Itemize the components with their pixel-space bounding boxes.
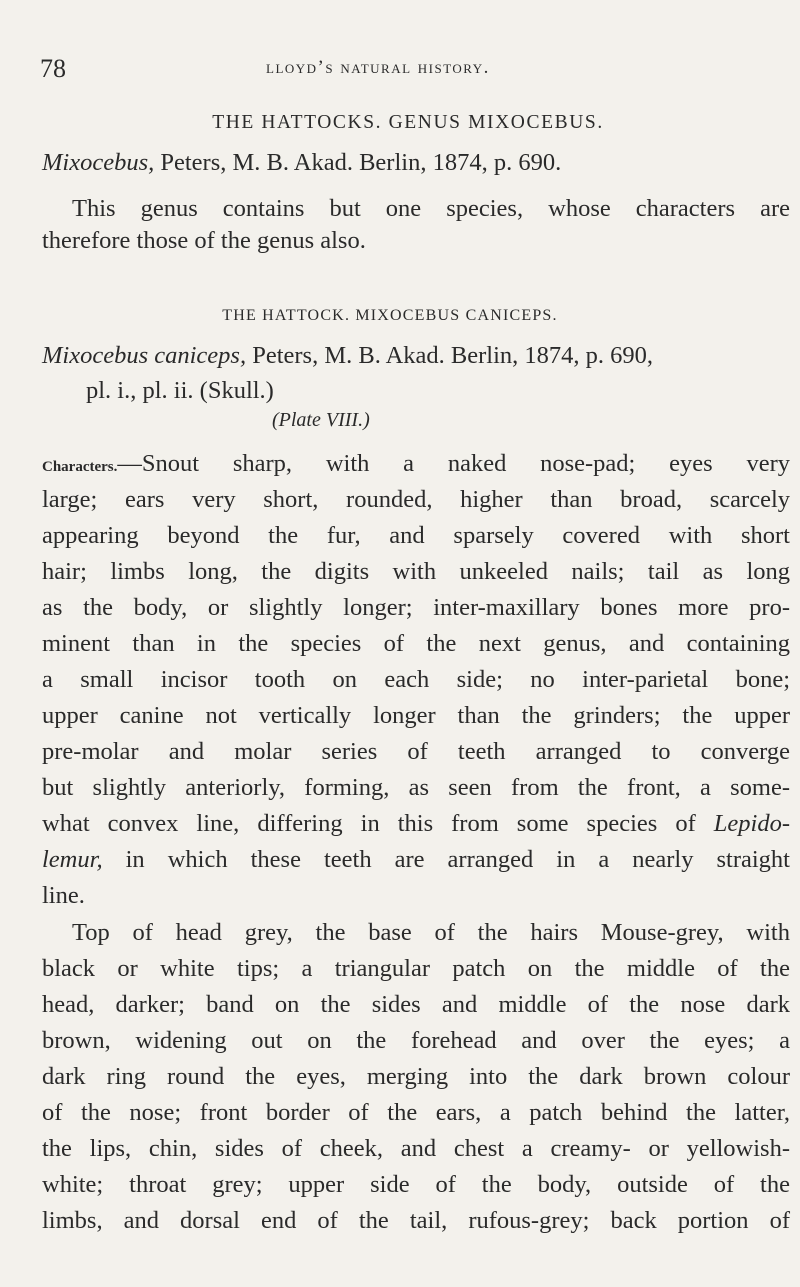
characters-line-11	[42, 808, 790, 840]
coloration-line-2: black or white tips; a triangular patch on the middle of the	[42, 955, 790, 982]
characters-line-7: a small incisor tooth on each side; no inter-parietal bone;	[42, 666, 790, 693]
characters-line-4: hair; limbs long, the digits with unkeeled nails; tail as long	[42, 558, 790, 585]
characters-line-1	[42, 448, 790, 483]
characters-line-13: line.	[42, 882, 85, 909]
characters-line-5: as the body, or slightly longer; inter-maxillary bones more pro-	[42, 594, 790, 621]
characters-line-12-text: in which these teeth are arranged in a nearly straight	[102, 846, 790, 873]
characters-line-11-text: what convex line, differing in this from some species of	[42, 810, 714, 837]
characters-line-10: but slightly anteriorly, forming, as seen from the front, a some-	[42, 774, 790, 801]
genus-name-lepidolemur-part2: lemur,	[42, 846, 103, 873]
genus-heading: THE HATTOCKS. GENUS MIXOCEBUS.	[212, 112, 604, 133]
coloration-line-9: limbs, and dorsal end of the tail, rufous-grey; back portion of	[42, 1207, 790, 1234]
running-head	[40, 54, 780, 84]
coloration-line-7: the lips, chin, sides of cheek, and chest a creamy- or yellowish-	[42, 1135, 790, 1162]
genus-intro-line-2: therefore those of the genus also.	[42, 227, 366, 254]
characters-line-1-text: —Snout sharp, with a naked nose-pad; eyes very	[117, 450, 790, 477]
running-title: lloyd’s natural history.	[266, 57, 490, 78]
characters-line-8: upper canine not vertically longer than the grinders; the upper	[42, 702, 790, 729]
characters-line-9: pre-molar and molar series of teeth arranged to converge	[42, 738, 790, 765]
genus-citation	[42, 147, 561, 179]
species-citation-line-2: pl. i., pl. ii. (Skull.)	[86, 377, 274, 404]
characters-line-6: minent than in the species of the next genus, and containing	[42, 630, 790, 657]
coloration-line-8: white; throat grey; upper side of the body, outside of the	[42, 1171, 790, 1198]
species-heading: THE HATTOCK. MIXOCEBUS CANICEPS.	[222, 307, 558, 324]
genus-name-lepidolemur-part1: Lepido-	[713, 810, 790, 837]
characters-line-2: large; ears very short, rounded, higher than broad, scarcely	[42, 486, 790, 513]
coloration-line-6: of the nose; front border of the ears, a patch behind the latter,	[42, 1099, 790, 1126]
coloration-line-1: Top of head grey, the base of the hairs Mouse-grey, with	[72, 919, 790, 946]
genus-intro-line-1: This genus contains but one species, whose characters are	[72, 195, 790, 222]
characters-line-3: appearing beyond the fur, and sparsely covered with short	[42, 522, 790, 549]
coloration-line-4: brown, widening out on the forehead and over the eyes; a	[42, 1027, 790, 1054]
species-citation-name: Mixocebus caniceps,	[42, 342, 247, 369]
characters-label: Characters.	[42, 459, 118, 475]
characters-line-12	[42, 844, 790, 876]
genus-citation-source: Peters, M. B. Akad. Berlin, 1874, p. 690.	[154, 149, 562, 176]
genus-citation-name: Mixocebus,	[42, 149, 155, 176]
species-citation-source: Peters, M. B. Akad. Berlin, 1874, p. 690,	[246, 342, 654, 369]
coloration-line-5: dark ring round the eyes, merging into the dark brown colour	[42, 1063, 790, 1090]
page-number: 78	[40, 54, 66, 83]
species-citation	[42, 340, 653, 372]
plate-reference: (Plate VIII.)	[272, 409, 370, 431]
coloration-line-3: head, darker; band on the sides and middle of the nose dark	[42, 991, 790, 1018]
